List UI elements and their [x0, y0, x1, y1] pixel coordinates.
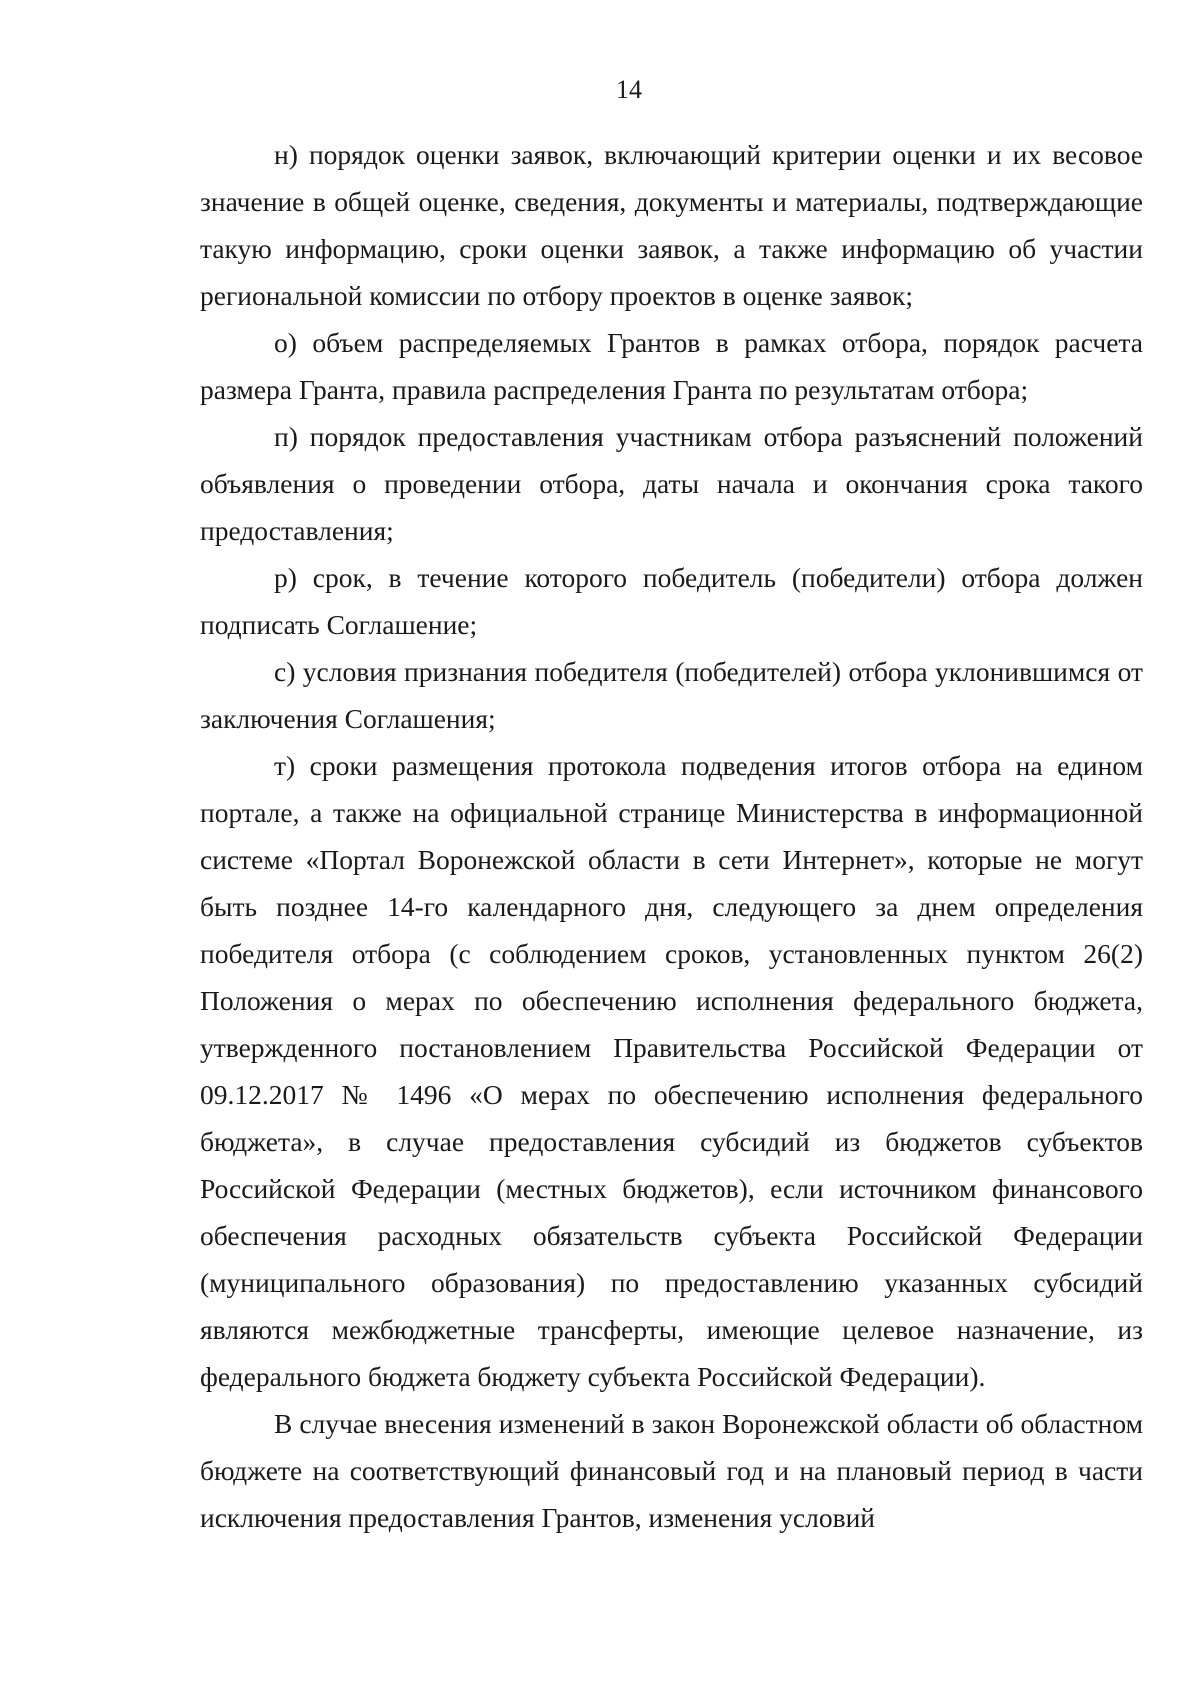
paragraph-item-p: п) порядок предоставления участникам отбора разъяснений положений объявления о проведении отбора, даты начала и окончания срока такого предоставления; — [200, 421, 1143, 546]
page-number: 14 — [616, 75, 642, 104]
paragraph-amendments: В случае внесения изменений в закон Воронежской области об областном бюджете на соответствующий финансовый год и на плановый период в части исключения предоставления Грантов, изменения условий — [200, 1408, 1143, 1533]
paragraph-item-o: о) объем распределяемых Грантов в рамках отбора, порядок расчета размера Гранта, правила распределения Гранта по результатам отбора; — [200, 327, 1143, 405]
document-body — [200, 131, 1143, 1541]
paragraph-item-r: р) срок, в течение которого победитель (победители) отбора должен подписать Соглашение; — [200, 562, 1143, 640]
paragraph-item-s: с) условия признания победителя (победителей) отбора уклонившимся от заключения Соглашения; — [200, 656, 1143, 734]
paragraph-item-n: н) порядок оценки заявок, включающий критерии оценки и их весовое значение в общей оценке, сведения, документы и материалы, подтверждающие такую информацию, сроки оценки заявок, а также информацию об участии региональной комиссии по отбору проектов в оценке заявок; — [200, 139, 1143, 311]
paragraph-item-t: т) сроки размещения протокола подведения итогов отбора на едином портале, а также на официальной странице Министерства в информационной системе «Портал Воронежской области в сети Интернет», которые не могут быть позднее 14-го календарного дня, следующего за днем определения победителя отбора (с соблюдением сроков, установленных пунктом 26(2) Положения о мерах по обеспечению исполнения федерального бюджета, утвержденного постановлением Правительства Российской Федерации от 09.12.2017 № 1496 «О мерах по обеспечению исполнения федерального бюджета», в случае предоставления субсидий из бюджетов субъектов Российской Федерации (местных бюджетов), если источником финансового обеспечения расходных обязательств субъекта Российской Федерации (муниципального образования) по предоставлению указанных субсидий являются межбюджетные трансферты, имеющие целевое назначение, из федерального бюджета бюджету субъекта Российской Федерации). — [200, 750, 1143, 1392]
